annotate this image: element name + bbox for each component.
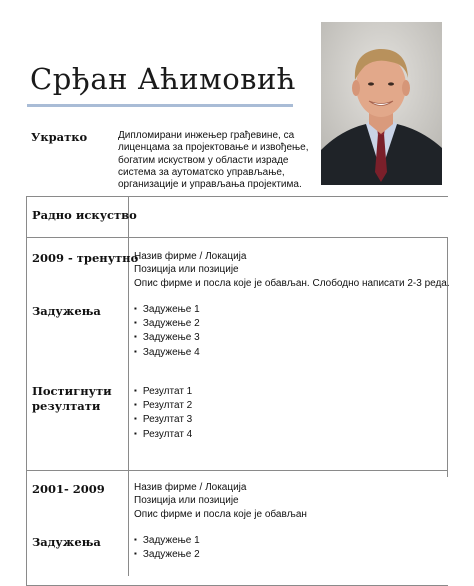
list-item: ▪ Резултат 4 bbox=[134, 428, 192, 442]
duties-list bbox=[134, 534, 200, 562]
summary-line: система за аутоматско управљање, bbox=[118, 166, 285, 178]
profile-photo bbox=[321, 22, 442, 185]
experience-section-label: Радно искуство bbox=[32, 208, 137, 222]
list-item: ▪ Резултат 2 bbox=[134, 399, 192, 413]
summary-label: Укратко bbox=[31, 130, 88, 144]
duties-label: Задужења bbox=[32, 304, 101, 318]
job-company: Назив фирме / Локација bbox=[134, 482, 247, 493]
summary-line: богатим искуством у области израде bbox=[118, 154, 289, 166]
list-item: ▪ Резултат 3 bbox=[134, 413, 192, 427]
table-row-divider bbox=[26, 470, 448, 471]
summary-text bbox=[118, 130, 313, 191]
job-period: 2009 - тренутно bbox=[32, 251, 139, 265]
summary-line: Дипломирани инжењер грађевине, са bbox=[118, 130, 295, 141]
list-item: ▪ Резултат 1 bbox=[134, 385, 192, 399]
job-description: Опис фирме и посла које је обављан. Слободно написати 2-3 реда. bbox=[134, 278, 450, 289]
list-item: ▪ Задужење 2 bbox=[134, 317, 200, 331]
person-name: Срђан Аћимовић bbox=[30, 62, 296, 96]
portrait-image bbox=[321, 22, 442, 185]
list-item: ▪ Задужење 1 bbox=[134, 303, 200, 317]
results-list bbox=[134, 385, 192, 442]
table-row-divider bbox=[26, 237, 448, 238]
results-label-line: резултати bbox=[32, 399, 101, 413]
job-position: Позиција или позиције bbox=[134, 264, 239, 275]
list-item: ▪ Задужење 2 bbox=[134, 548, 200, 562]
list-item: ▪ Задужење 1 bbox=[134, 534, 200, 548]
job-period: 2001- 2009 bbox=[32, 482, 105, 496]
job-description: Опис фирме и посла које је обављан bbox=[134, 509, 307, 520]
list-item: ▪ Задужење 3 bbox=[134, 331, 200, 345]
summary-line: организације и управљања пројектима. bbox=[118, 179, 302, 191]
summary-line: лиценцама за пројектовање и извођење, bbox=[118, 142, 309, 154]
job-company: Назив фирме / Локација bbox=[134, 251, 247, 262]
title-underline bbox=[27, 104, 293, 107]
duties-list bbox=[134, 303, 200, 360]
job-position: Позиција или позиције bbox=[134, 495, 239, 506]
duties-label: Задужења bbox=[32, 535, 101, 549]
results-label-line: Постигнути bbox=[32, 384, 112, 398]
results-label bbox=[32, 384, 112, 414]
list-item: ▪ Задужење 4 bbox=[134, 346, 200, 360]
table-right-border bbox=[447, 237, 448, 477]
